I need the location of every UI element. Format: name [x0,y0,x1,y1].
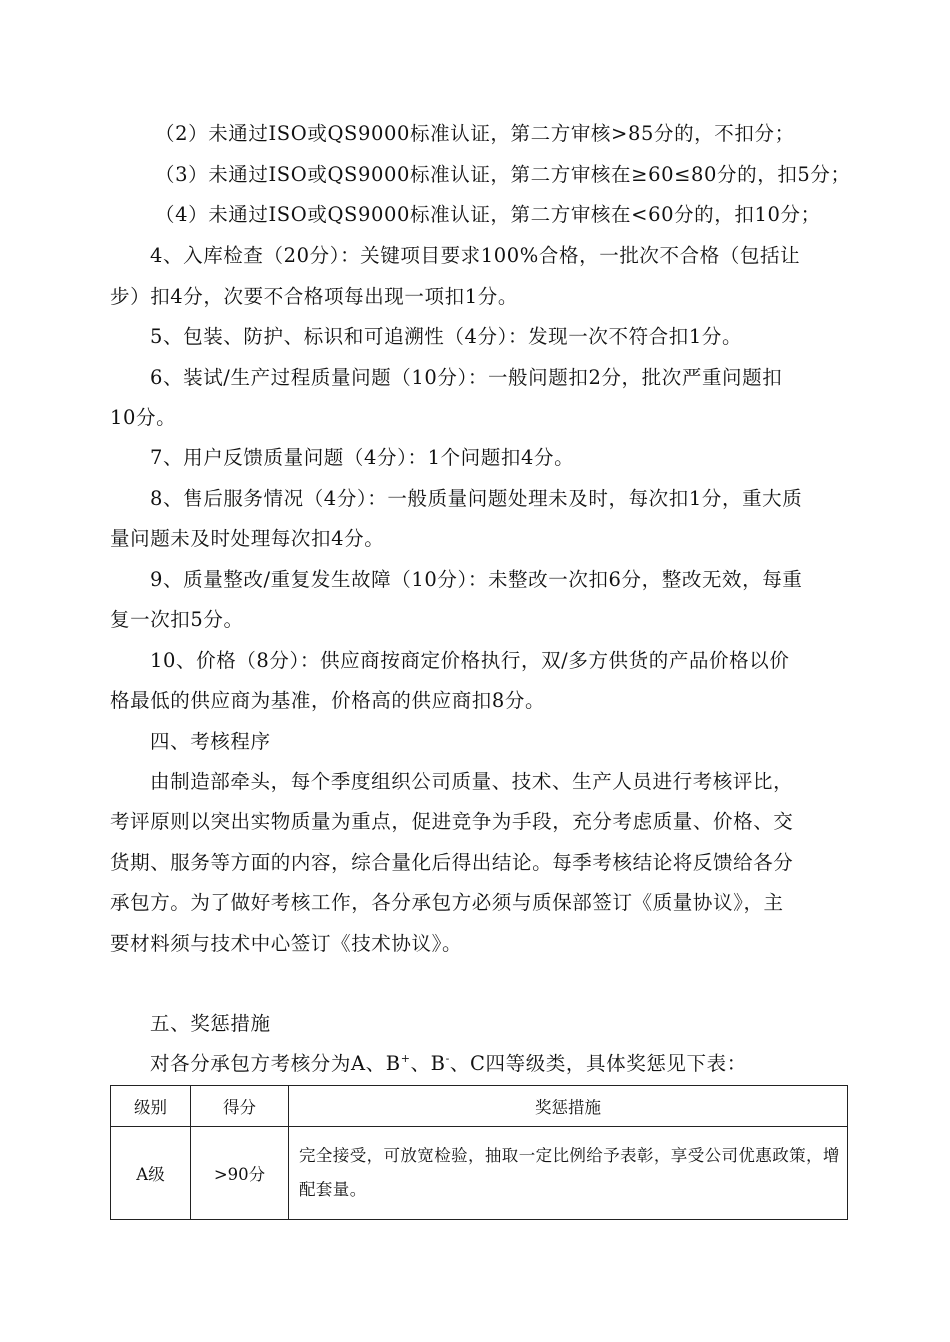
paragraph-line: 考评原则以突出实物质量为重点，促进竞争为手段，充分考虑质量、价格、交 [110,810,794,833]
grade-intro-sup-plus: + [400,1051,411,1065]
grade-intro-mid: 、B [410,1052,446,1075]
paragraph-line: 9、质量整改/重复发生故障（10分）：未整改一次扣6分，整改无效，每重 [150,568,803,591]
paragraph-line: （4）未通过ISO或QS9000标准认证，第二方审核在<60分的，扣10分； [155,203,821,226]
grade-intro [150,1050,747,1078]
grade-intro-suffix: 、C四等级类，具体奖惩见下表： [449,1052,747,1075]
paragraph-line: 8、售后服务情况（4分）：一般质量问题处理未及时，每次扣1分，重大质 [150,487,803,510]
paragraph-line: （3）未通过ISO或QS9000标准认证，第二方审核在≥60≤80分的，扣5分； [155,163,851,186]
paragraph-line: 货期、服务等方面的内容，综合量化后得出结论。每季考核结论将反馈给各分 [110,851,794,874]
section-heading: 四、考核程序 [150,730,271,753]
section-heading: 五、奖惩措施 [150,1012,271,1035]
paragraph-line: 复一次扣5分。 [110,608,244,631]
grade-intro-prefix: 对各分承包方考核分为A、B [150,1052,401,1075]
paragraph-line: 要材料须与技术中心签订《技术协议》。 [110,932,463,955]
table-header-row [111,1086,848,1127]
paragraph-line: 量问题未及时处理每次扣4分。 [110,527,385,550]
paragraph-line: 6、装试/生产过程质量问题（10分）：一般问题扣2分，批次严重问题扣 [150,366,783,389]
cell-measure: 完全接受，可放宽检验，抽取一定比例给予表彰，享受公司优惠政策，增配套量。 [289,1127,848,1220]
paragraph-line: 步）扣4分，次要不合格项每出现一项扣1分。 [110,285,518,308]
paragraph-line: （2）未通过ISO或QS9000标准认证，第二方审核>85分的，不扣分； [155,122,795,145]
paragraph-line: 格最低的供应商为基准，价格高的供应商扣8分。 [110,689,546,712]
cell-level: A级 [111,1127,191,1220]
reward-table [110,1085,848,1220]
cell-score: >90分 [191,1127,289,1220]
paragraph-line: 由制造部牵头，每个季度组织公司质量、技术、生产人员进行考核评比， [150,770,794,793]
paragraph-line: 5、包装、防护、标识和可追溯性（4分）：发现一次不符合扣1分。 [150,325,743,348]
header-measure: 奖惩措施 [289,1086,848,1127]
header-score: 得分 [191,1086,289,1127]
paragraph-line: 7、用户反馈质量问题（4分）：1个问题扣4分。 [150,446,575,469]
paragraph-line: 10、价格（8分）：供应商按商定价格执行，双/多方供货的产品价格以价 [150,649,790,672]
paragraph-line: 承包方。为了做好考核工作，各分承包方必须与质保部签订《质量协议》，主 [110,891,784,914]
paragraph-line: 10分。 [110,406,177,429]
grade-intro-sup-minus: - [445,1051,450,1065]
paragraph-line: 4、入库检查（20分）：关键项目要求100%合格，一批次不合格（包括让 [150,244,801,267]
table-row [111,1127,848,1220]
header-level: 级别 [111,1086,191,1127]
